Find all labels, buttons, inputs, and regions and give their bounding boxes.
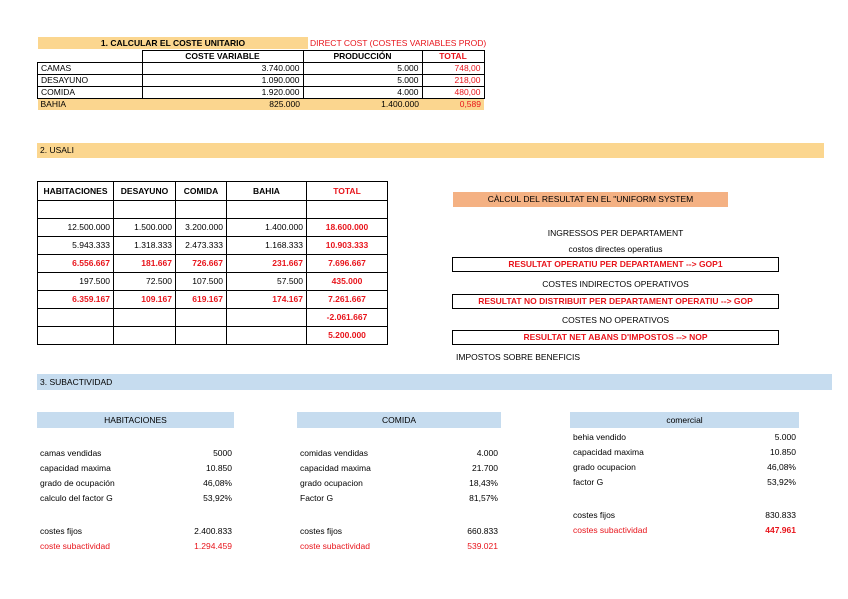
usali-cell[interactable]: 7.261.667 [307, 291, 388, 309]
row-coste[interactable]: 1.920.000 [142, 87, 303, 99]
usali-cell[interactable]: 1.318.333 [114, 237, 176, 255]
kv-key: grado ocupacion [300, 478, 363, 488]
usali-cell[interactable]: 726.667 [176, 255, 227, 273]
usali-cell[interactable]: 12.500.000 [38, 219, 114, 237]
usali-cell[interactable]: 619.167 [176, 291, 227, 309]
comida-block [300, 446, 498, 506]
kv-value[interactable]: 53,92% [767, 477, 796, 487]
header-total[interactable]: TOTAL [422, 51, 484, 63]
kv-value[interactable]: 447.961 [765, 525, 796, 535]
usali-cell[interactable] [114, 327, 176, 345]
kv-value[interactable]: 21.700 [472, 463, 498, 473]
header-bahia[interactable]: BAHIA [227, 182, 307, 201]
usali-cell[interactable] [227, 327, 307, 345]
usali-cell[interactable]: 6.359.167 [38, 291, 114, 309]
row-coste[interactable]: 825.000 [142, 99, 303, 111]
kv-row [40, 539, 232, 554]
kv-key: costes subactividad [573, 525, 648, 535]
usali-row [38, 309, 388, 327]
impostos-label: IMPOSTOS SOBRE BENEFICIS [456, 352, 581, 362]
usali-row [38, 327, 388, 345]
usali-cell[interactable] [114, 201, 176, 219]
usali-cell[interactable]: 6.556.667 [38, 255, 114, 273]
kv-row [300, 539, 498, 554]
kv-key: Factor G [300, 493, 334, 503]
usali-cell[interactable]: 7.696.667 [307, 255, 388, 273]
kv-row [573, 445, 796, 460]
section1-title: 1. CALCULAR EL COSTE UNITARIO [38, 37, 308, 49]
kv-value[interactable]: 10.850 [770, 447, 796, 457]
usali-cell[interactable] [38, 201, 114, 219]
usali-cell[interactable] [114, 309, 176, 327]
usali-cell[interactable]: 5.943.333 [38, 237, 114, 255]
comercial-header: comercial [570, 412, 799, 428]
usali-cell[interactable]: 5.200.000 [307, 327, 388, 345]
usali-cell[interactable] [307, 201, 388, 219]
kv-key: comidas vendidas [300, 448, 369, 458]
row-label[interactable]: CAMAS [38, 63, 143, 75]
section2-title: 2. USALI [37, 143, 824, 158]
table-row [38, 63, 485, 75]
kv-value[interactable]: 5.000 [774, 432, 796, 442]
header-produccion[interactable]: PRODUCCIÓN [303, 51, 422, 63]
usali-cell[interactable]: 231.667 [227, 255, 307, 273]
kv-value[interactable]: 660.833 [467, 526, 498, 536]
usali-cell[interactable]: 197.500 [38, 273, 114, 291]
usali-cell[interactable]: 1.400.000 [227, 219, 307, 237]
table-row [38, 87, 485, 99]
habitaciones-block [40, 446, 232, 506]
kv-key: costes fijos [300, 526, 343, 536]
table-row-bahia [38, 99, 485, 111]
usali-cell[interactable]: 1.168.333 [227, 237, 307, 255]
usali-cell[interactable]: 174.167 [227, 291, 307, 309]
usali-row [38, 219, 388, 237]
usali-cell[interactable] [176, 327, 227, 345]
usali-cell[interactable]: 2.473.333 [176, 237, 227, 255]
kv-row [300, 461, 498, 476]
kv-value[interactable]: 4.000 [476, 448, 498, 458]
usali-cell[interactable]: 109.167 [114, 291, 176, 309]
header-coste[interactable]: COSTE VARIABLE [142, 51, 303, 63]
usali-cell[interactable] [227, 201, 307, 219]
ingressos-label: INGRESSOS PER DEPARTAMENT [547, 228, 684, 238]
habitaciones-costs [40, 524, 232, 554]
usali-row [38, 255, 388, 273]
kv-value[interactable]: 5000 [213, 448, 232, 458]
usali-table [37, 181, 388, 345]
direct-cost-label: DIRECT COST (COSTES VARIABLES PROD) [310, 38, 487, 48]
kv-row [573, 508, 796, 523]
kv-row [573, 475, 796, 490]
kv-row [573, 430, 796, 445]
usali-cell[interactable] [227, 309, 307, 327]
kv-key: grado de ocupación [40, 478, 115, 488]
kv-row [300, 446, 498, 461]
kv-value[interactable]: 18,43% [469, 478, 498, 488]
header-habitaciones[interactable]: HABITACIONES [38, 182, 114, 201]
row-total[interactable]: 748,00 [422, 63, 484, 75]
kv-row [300, 524, 498, 539]
usali-cell[interactable]: 3.200.000 [176, 219, 227, 237]
kv-row [573, 460, 796, 475]
usali-cell[interactable]: 18.600.000 [307, 219, 388, 237]
kv-key: costes fijos [573, 510, 616, 520]
usali-cell[interactable]: 435.000 [307, 273, 388, 291]
kv-value[interactable]: 46,08% [203, 478, 232, 488]
comercial-block [573, 430, 796, 490]
comida-header: COMIDA [297, 412, 501, 428]
kv-key: behia vendido [573, 432, 626, 442]
usali-row [38, 273, 388, 291]
costos-directes-label: costos directes operatius [568, 244, 663, 254]
header-comida[interactable]: COMIDA [176, 182, 227, 201]
row-total[interactable]: 218,00 [422, 75, 484, 87]
kv-row [40, 446, 232, 461]
kv-row [40, 524, 232, 539]
row-prod[interactable]: 5.000 [303, 63, 422, 75]
kv-row [40, 461, 232, 476]
row-total[interactable]: 480,00 [422, 87, 484, 99]
row-prod[interactable]: 5.000 [303, 75, 422, 87]
costes-indirectos-label: COSTES INDIRECTOS OPERATIVOS [542, 279, 689, 289]
gop-box: RESULTAT NO DISTRIBUIT PER DEPARTAMENT OPERATIU --> GOP [452, 294, 779, 309]
kv-key: factor G [573, 477, 604, 487]
unit-cost-table [37, 50, 485, 110]
comercial-costs [573, 508, 796, 538]
kv-key: coste subactividad [300, 541, 370, 551]
costes-no-operativos-label: COSTES NO OPERATIVOS [561, 315, 670, 325]
kv-row [40, 491, 232, 506]
comida-costs [300, 524, 498, 554]
row-label[interactable]: DESAYUNO [38, 75, 143, 87]
nop-box: RESULTAT NET ABANS D'IMPOSTOS --> NOP [452, 330, 779, 345]
usali-row [38, 291, 388, 309]
kv-key: coste subactividad [40, 541, 110, 551]
usali-cell[interactable]: 107.500 [176, 273, 227, 291]
kv-value[interactable]: 2.400.833 [194, 526, 232, 536]
usali-header-row [38, 182, 388, 201]
kv-key: camas vendidas [40, 448, 102, 458]
row-label[interactable]: COMIDA [38, 87, 143, 99]
kv-key: grado ocupacion [573, 462, 636, 472]
usali-row [38, 201, 388, 219]
kv-row [40, 476, 232, 491]
kv-key: capacidad maxima [40, 463, 111, 473]
kv-value[interactable]: 53,92% [203, 493, 232, 503]
header-desayuno[interactable]: DESAYUNO [114, 182, 176, 201]
row-coste[interactable]: 3.740.000 [142, 63, 303, 75]
usali-cell[interactable] [176, 309, 227, 327]
usali-cell[interactable] [176, 201, 227, 219]
kv-key: capacidad maxima [300, 463, 371, 473]
kv-value[interactable]: 1.294.459 [194, 541, 232, 551]
kv-value[interactable]: 46,08% [767, 462, 796, 472]
kv-key: capacidad maxima [573, 447, 644, 457]
usali-cell[interactable]: 181.667 [114, 255, 176, 273]
header-empty [38, 51, 143, 63]
kv-row [300, 476, 498, 491]
row-prod[interactable]: 4.000 [303, 87, 422, 99]
kv-row [573, 523, 796, 538]
uniform-system-title: CÀLCUL DEL RESULTAT EN EL "UNIFORM SYSTEM [453, 192, 728, 207]
kv-value[interactable]: 539.021 [467, 541, 498, 551]
row-total[interactable]: 0,589 [422, 99, 484, 111]
usali-cell[interactable]: 1.500.000 [114, 219, 176, 237]
usali-cell[interactable] [38, 327, 114, 345]
kv-key: calculo del factor G [40, 493, 113, 503]
header-total[interactable]: TOTAL [307, 182, 388, 201]
gop1-box: RESULTAT OPERATIU PER DEPARTAMENT --> GOP1 [452, 257, 779, 272]
usali-cell[interactable]: 10.903.333 [307, 237, 388, 255]
row-prod[interactable]: 1.400.000 [303, 99, 422, 111]
usali-cell[interactable]: 57.500 [227, 273, 307, 291]
table-header-row [38, 51, 485, 63]
kv-row [300, 491, 498, 506]
kv-value[interactable]: 830.833 [765, 510, 796, 520]
usali-cell[interactable]: 72.500 [114, 273, 176, 291]
kv-value[interactable]: 81,57% [469, 493, 498, 503]
section3-title: 3. SUBACTIVIDAD [37, 374, 832, 390]
kv-key: costes fijos [40, 526, 83, 536]
usali-row [38, 237, 388, 255]
usali-cell[interactable] [38, 309, 114, 327]
kv-value[interactable]: 10.850 [206, 463, 232, 473]
table-row [38, 75, 485, 87]
habitaciones-header: HABITACIONES [37, 412, 234, 428]
row-coste[interactable]: 1.090.000 [142, 75, 303, 87]
row-label[interactable]: BAHIA [38, 99, 143, 111]
usali-cell[interactable]: -2.061.667 [307, 309, 388, 327]
